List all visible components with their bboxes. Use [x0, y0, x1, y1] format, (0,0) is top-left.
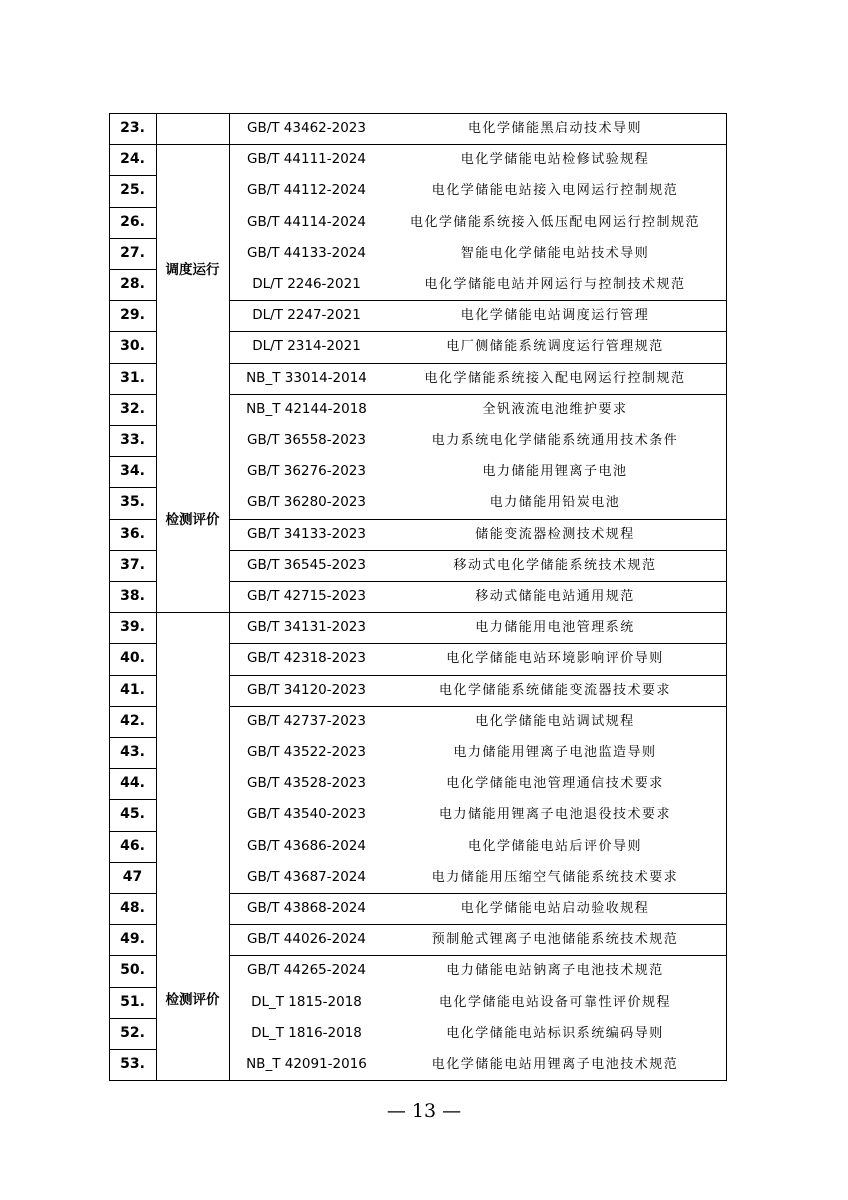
- row-number: 50.: [120, 962, 145, 978]
- standard-name: 电化学储能电站后评价导则: [467, 839, 642, 854]
- standard-name: 电力储能用锂离子电池监造导则: [453, 745, 657, 760]
- standard-code: GB/T 43528-2023: [247, 775, 366, 791]
- row-number: 51.: [120, 994, 145, 1010]
- row-number: 24.: [120, 151, 145, 167]
- standard-name: 电力储能用锂离子电池: [482, 464, 628, 479]
- standard-name: 电力储能电站钠离子电池技术规范: [446, 963, 664, 978]
- standard-code: GB/T 43522-2023: [247, 744, 366, 760]
- standard-code: GB/T 44111-2024: [247, 151, 366, 167]
- row-number: 28.: [120, 276, 145, 292]
- standard-code: GB/T 43462-2023: [247, 120, 366, 136]
- standard-name: 电化学储能电站调试规程: [475, 714, 635, 729]
- row-number: 27.: [120, 245, 145, 261]
- standard-code: GB/T 42318-2023: [247, 650, 366, 666]
- standard-code: GB/T 44114-2024: [247, 214, 366, 230]
- standard-name: 储能变流器检测技术规程: [475, 527, 635, 542]
- table-rule: [109, 1080, 727, 1081]
- standard-code: DL_T 1816-2018: [251, 1025, 362, 1041]
- standard-name: 电化学储能电站启动验收规程: [460, 901, 650, 916]
- table-column-rule: [726, 113, 727, 1081]
- standard-code: GB/T 34131-2023: [247, 619, 366, 635]
- standard-name: 电力系统电化学储能系统通用技术条件: [431, 433, 679, 448]
- row-number: 31.: [120, 370, 145, 386]
- standard-name: 电厂侧储能系统调度运行管理规范: [446, 339, 664, 354]
- standard-code: GB/T 43687-2024: [247, 869, 366, 885]
- row-number: 49.: [120, 931, 145, 947]
- standard-name: 智能电化学储能电站技术导则: [460, 246, 650, 261]
- standard-code: GB/T 43686-2024: [247, 838, 366, 854]
- standard-code: NB_T 33014-2014: [246, 370, 367, 386]
- standard-name: 电力储能用铅炭电池: [489, 495, 621, 510]
- page-number: — 13 —: [386, 1100, 462, 1122]
- standard-name: 电化学储能电站调度运行管理: [460, 308, 650, 323]
- standard-name: 电化学储能电站环境影响评价导则: [446, 651, 664, 666]
- row-number: 46.: [120, 838, 145, 854]
- standard-code: GB/T 44026-2024: [247, 931, 366, 947]
- standard-name: 电化学储能系统接入低压配电网运行控制规范: [409, 215, 700, 230]
- standard-code: GB/T 36545-2023: [247, 557, 366, 573]
- standard-name: 预制舱式锂离子电池储能系统技术规范: [431, 932, 679, 947]
- row-number: 42.: [120, 713, 145, 729]
- standard-name: 电化学储能电站设备可靠性评价规程: [438, 995, 671, 1010]
- row-number: 23.: [120, 120, 145, 136]
- standard-code: GB/T 36280-2023: [247, 494, 366, 510]
- row-number: 45.: [120, 806, 145, 822]
- standard-code: GB/T 34133-2023: [247, 526, 366, 542]
- standard-code: GB/T 42737-2023: [247, 713, 366, 729]
- category-label-testing: 检测评价: [165, 512, 220, 528]
- standard-name: 电化学储能电站检修试验规程: [460, 152, 650, 167]
- standard-code: DL/T 2314-2021: [252, 338, 361, 354]
- row-number: 36.: [120, 526, 145, 542]
- standard-name: 电化学储能黑启动技术导则: [467, 121, 642, 136]
- row-number: 34.: [120, 463, 145, 479]
- standard-code: DL_T 1815-2018: [251, 994, 362, 1010]
- standard-name: 电化学储能系统储能变流器技术要求: [438, 683, 671, 698]
- row-number: 52.: [120, 1025, 145, 1041]
- standard-code: GB/T 43540-2023: [247, 806, 366, 822]
- row-number: 53.: [120, 1056, 145, 1072]
- standard-code: GB/T 34120-2023: [247, 682, 366, 698]
- standard-name: 电化学储能系统接入配电网运行控制规范: [424, 371, 686, 386]
- standard-code: NB_T 42144-2018: [246, 401, 367, 417]
- row-number: 41.: [120, 682, 145, 698]
- row-number: 26.: [120, 214, 145, 230]
- standard-code: GB/T 36276-2023: [247, 463, 366, 479]
- standard-name: 移动式储能电站通用规范: [475, 589, 635, 604]
- row-number: 33.: [120, 432, 145, 448]
- standard-name: 电化学储能电池管理通信技术要求: [446, 776, 664, 791]
- standard-name: 电化学储能电站接入电网运行控制规范: [431, 183, 679, 198]
- standard-code: GB/T 44133-2024: [247, 245, 366, 261]
- row-number: 30.: [120, 338, 145, 354]
- standard-name: 电化学储能电站并网运行与控制技术规范: [424, 277, 686, 292]
- standard-code: GB/T 44112-2024: [247, 182, 366, 198]
- standard-code: GB/T 44265-2024: [247, 962, 366, 978]
- standard-name: 移动式电化学储能系统技术规范: [453, 558, 657, 573]
- row-number: 48.: [120, 900, 145, 916]
- standard-code: NB_T 42091-2016: [246, 1056, 367, 1072]
- row-number: 47: [122, 869, 143, 885]
- row-number: 40.: [120, 650, 145, 666]
- row-number: 25.: [120, 182, 145, 198]
- standard-name: 电化学储能电站用锂离子电池技术规范: [431, 1057, 679, 1072]
- row-number: 43.: [120, 744, 145, 760]
- row-number: 32.: [120, 401, 145, 417]
- standard-code: GB/T 43868-2024: [247, 900, 366, 916]
- row-number: 44.: [120, 775, 145, 791]
- standard-name: 全钒液流电池维护要求: [482, 402, 628, 417]
- category-label-dispatch: 调度运行: [165, 262, 220, 278]
- row-number: 38.: [120, 588, 145, 604]
- row-number: 29.: [120, 307, 145, 323]
- standard-code: GB/T 42715-2023: [247, 588, 366, 604]
- table-column-rule: [156, 113, 157, 1081]
- standard-name: 电力储能用压缩空气储能系统技术要求: [431, 870, 679, 885]
- standard-name: 电化学储能电站标识系统编码导则: [446, 1026, 664, 1041]
- standard-code: DL/T 2247-2021: [252, 307, 361, 323]
- row-number: 39.: [120, 619, 145, 635]
- category-label-testing: 检测评价: [165, 992, 220, 1008]
- row-number: 35.: [120, 494, 145, 510]
- standard-code: DL/T 2246-2021: [252, 276, 361, 292]
- row-number: 37.: [120, 557, 145, 573]
- standard-name: 电力储能用电池管理系统: [475, 620, 635, 635]
- standard-name: 电力储能用锂离子电池退役技术要求: [438, 807, 671, 822]
- standard-code: GB/T 36558-2023: [247, 432, 366, 448]
